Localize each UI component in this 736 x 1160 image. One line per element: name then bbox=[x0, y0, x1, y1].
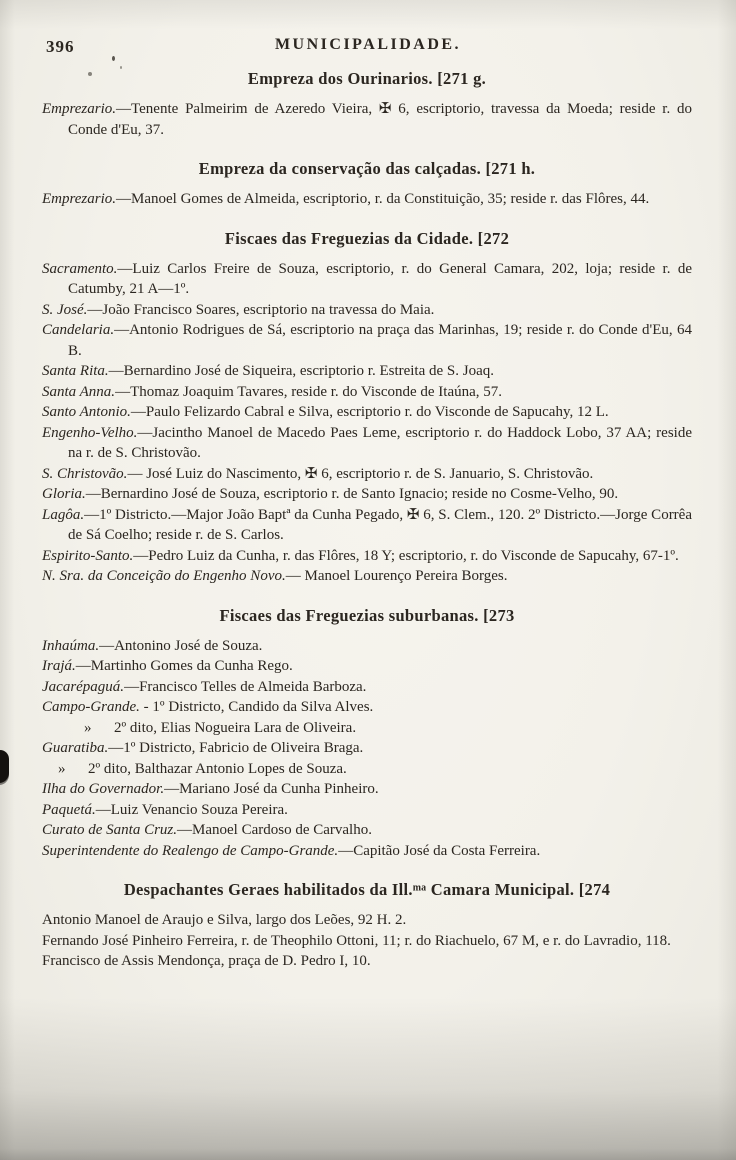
entry bbox=[42, 800, 692, 821]
section-entries bbox=[42, 910, 692, 972]
entry bbox=[42, 677, 692, 698]
entry bbox=[42, 484, 692, 505]
entry-label: Candelaria. bbox=[42, 322, 115, 338]
section-heading: Empreza da conservação das calçadas. [271 h. bbox=[198, 159, 536, 178]
entry-text: —Francisco Telles de Almeida Barboza. bbox=[124, 678, 367, 695]
section-heading: Fiscaes das Freguezias suburbanas. [273 bbox=[219, 605, 515, 625]
entry bbox=[42, 738, 692, 759]
entry bbox=[42, 464, 692, 485]
section bbox=[42, 605, 692, 862]
entry-text: —Capitão José da Costa Ferreira. bbox=[338, 842, 541, 859]
section bbox=[42, 879, 692, 972]
page-number: 396 bbox=[46, 37, 75, 56]
entry bbox=[84, 718, 692, 739]
entry-text: —Antonino José de Souza. bbox=[99, 637, 263, 654]
entry-label: » bbox=[58, 760, 66, 777]
entry-label: Jacarépaguá. bbox=[42, 678, 125, 695]
section-entries bbox=[42, 99, 692, 140]
scan-speck bbox=[88, 72, 92, 76]
entry-text: Fernando José Pinheiro Ferreira, r. de Theophilo Ottoni, 11; r. do Riachuelo, 67 M, e r. do Lavradio, 118. bbox=[42, 932, 671, 949]
entry-text: —Antonio Rodrigues de Sá, escriptorio na praça das Marinhas, 19; reside r. do Conde d'Eu, 64 B. bbox=[68, 322, 692, 359]
entry-label: Espirito-Santo. bbox=[42, 547, 134, 564]
section-heading: Fiscaes das Freguezias da Cidade. [272 bbox=[224, 228, 510, 248]
entry-text: —Tenente Palmeirim de Azeredo Vieira, ✠ 6, escriptorio, travessa da Moeda; reside r. do Conde d'Eu, 37. bbox=[68, 101, 692, 138]
entry-text: — José Luiz do Nascimento, ✠ 6, escriptorio r. de S. Januario, S. Christovão. bbox=[127, 465, 594, 482]
entry-label: » bbox=[84, 719, 92, 736]
entry-label: Santa Rita. bbox=[42, 363, 109, 379]
entry bbox=[42, 841, 692, 862]
entry bbox=[42, 951, 692, 972]
entry-text: —Pedro Luiz da Cunha, r. das Flôres, 18 Y; escriptorio, r. do Visconde de Sapucahy, 67-1º. bbox=[133, 547, 679, 564]
entry bbox=[58, 759, 692, 780]
entry-label: Curato de Santa Cruz. bbox=[42, 822, 178, 838]
section-heading: Empreza dos Ourinarios. [271 g. bbox=[247, 69, 487, 88]
entry-text: —Manoel Cardoso de Carvalho. bbox=[177, 822, 372, 838]
entry bbox=[42, 320, 692, 361]
section bbox=[42, 228, 692, 587]
entry-label: Ilha do Governador. bbox=[42, 781, 165, 797]
entry-label: Santa Anna. bbox=[42, 383, 116, 400]
entry-text: —Luiz Venancio Souza Pereira. bbox=[95, 801, 288, 818]
entry-text: —Paulo Felizardo Cabral e Silva, escriptorio r. do Visconde de Sapucahy, 12 L. bbox=[130, 404, 609, 420]
ink-smudge bbox=[0, 750, 9, 783]
entry-text: 2º dito, Balthazar Antonio Lopes de Souza. bbox=[65, 760, 347, 777]
scan-speck bbox=[112, 56, 115, 61]
entry-label: Inhaúma. bbox=[42, 637, 100, 654]
entry bbox=[42, 636, 692, 657]
entry bbox=[42, 361, 692, 382]
entry bbox=[42, 423, 692, 464]
entry-label: Santo Antonio. bbox=[42, 404, 131, 420]
entry-text: —Manoel Gomes de Almeida, escriptorio, r. da Constituição, 35; reside r. das Flôres, 44. bbox=[116, 191, 650, 207]
entry bbox=[42, 820, 692, 841]
entry-label: Superintendente do Realengo de Campo-Grande. bbox=[42, 842, 339, 859]
entry bbox=[42, 566, 692, 587]
entry-label: Irajá. bbox=[42, 658, 76, 674]
entry-label: Guaratiba. bbox=[42, 740, 109, 756]
entry-text: - 1º Districto, Candido da Silva Alves. bbox=[139, 699, 374, 715]
entry-text: —Thomaz Joaquim Tavares, reside r. do Visconde de Itaúna, 57. bbox=[115, 383, 503, 400]
entry bbox=[42, 505, 692, 546]
entry-label: S. José. bbox=[42, 301, 88, 318]
entry-text: —Bernardino José de Siqueira, escriptorio r. Estreita de S. Joaq. bbox=[108, 363, 494, 379]
section-entries bbox=[42, 259, 692, 587]
entry-label: Lagôa. bbox=[42, 506, 85, 523]
entry bbox=[42, 656, 692, 677]
entry bbox=[42, 300, 692, 321]
running-title: MUNICIPALIDADE. bbox=[274, 36, 462, 53]
entry-label: Gloria. bbox=[42, 486, 86, 502]
entry bbox=[42, 931, 692, 952]
section-heading: Despachantes Geraes habilitados da Ill.ᵐᵃ Camara Municipal. [274 bbox=[123, 880, 611, 899]
entry-text: —Bernardino José de Souza, escriptorio r. de Santo Ignacio; reside no Cosme-Velho, 90. bbox=[85, 486, 619, 502]
entry-text: Francisco de Assis Mendonça, praça de D. Pedro I, 10. bbox=[42, 953, 371, 969]
entry-label: Emprezario. bbox=[42, 191, 117, 207]
entry-text: — Manoel Lourenço Pereira Borges. bbox=[285, 568, 508, 584]
entry bbox=[42, 910, 692, 931]
entry-label: Engenho-Velho. bbox=[42, 424, 138, 441]
entry-text: —1º Districto, Fabricio de Oliveira Braga. bbox=[108, 740, 364, 756]
entry-label: Campo-Grande. bbox=[42, 699, 140, 715]
entry-text: Antonio Manoel de Araujo e Silva, largo dos Leões, 92 H. 2. bbox=[42, 912, 407, 928]
entry-text: —Luiz Carlos Freire de Souza, escriptorio, r. do General Camara, 202, loja; reside r. de Catumby, 21 A—1º. bbox=[68, 260, 692, 297]
entry-text: —Martinho Gomes da Cunha Rego. bbox=[75, 658, 293, 674]
entry bbox=[42, 189, 692, 210]
entry-text: 2º dito, Elias Nogueira Lara de Oliveira. bbox=[91, 719, 357, 736]
entry bbox=[42, 402, 692, 423]
entry bbox=[42, 546, 692, 567]
section-entries bbox=[42, 189, 692, 210]
running-head bbox=[0, 36, 736, 60]
entry bbox=[42, 382, 692, 403]
entry bbox=[42, 779, 692, 800]
page-body bbox=[42, 68, 692, 972]
entry-text: —João Francisco Soares, escriptorio na travessa do Maia. bbox=[87, 301, 435, 318]
entry bbox=[42, 259, 692, 300]
entry-label: Paquetá. bbox=[42, 801, 96, 818]
entry-label: Emprezario. bbox=[42, 101, 117, 117]
entry bbox=[42, 99, 692, 140]
entry-text: —Jacintho Manoel de Macedo Paes Leme, escriptorio r. do Haddock Lobo, 37 AA; reside na r. de S. Christovão. bbox=[68, 424, 692, 461]
entry-text: —Mariano José da Cunha Pinheiro. bbox=[164, 781, 379, 797]
entry-label: S. Christovão. bbox=[42, 465, 128, 482]
entry bbox=[42, 697, 692, 718]
section bbox=[42, 158, 692, 210]
entry-label: N. Sra. da Conceição do Engenho Novo. bbox=[42, 568, 286, 584]
entry-label: Sacramento. bbox=[42, 260, 118, 277]
scan-speck bbox=[120, 66, 122, 69]
section bbox=[42, 68, 692, 140]
section-entries bbox=[42, 636, 692, 862]
entry-text: —1º Districto.—Major João Baptª da Cunha Pegado, ✠ 6, S. Clem., 120. 2º Districto.—Jorge Corrêa de Sá Coelho; reside r. de S. Carlos. bbox=[68, 506, 692, 543]
